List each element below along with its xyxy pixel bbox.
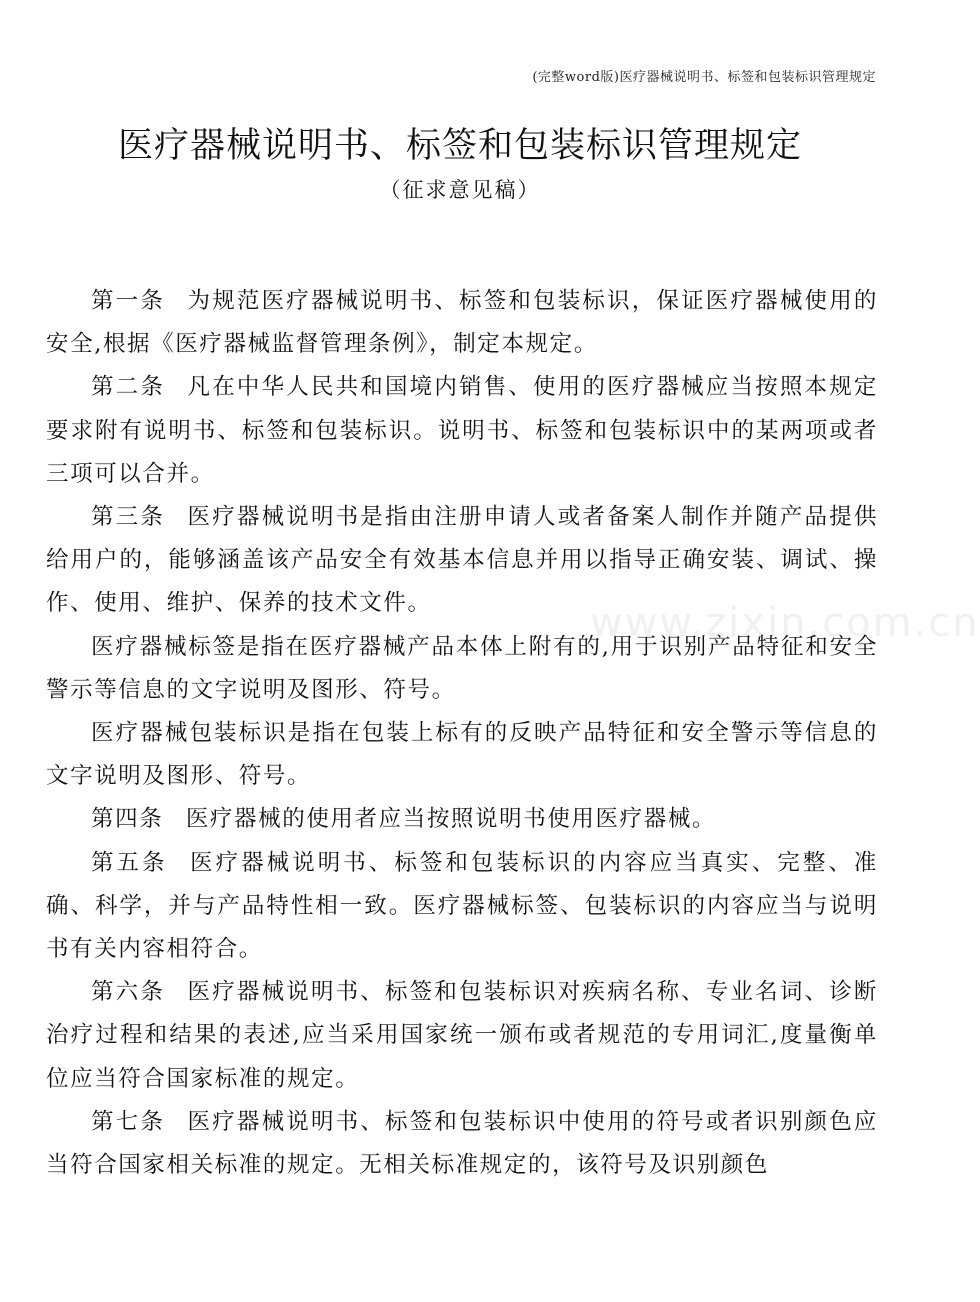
article-label: 第五条 — [91, 849, 168, 876]
article-text: 为规范医疗器械说明书、标签和包装标识，保证医疗器械使用的安全,根据《医疗器械监督管理条例》，制定本规定。 — [46, 288, 878, 358]
running-header: (完整word版)医疗器械说明书、标签和包装标识管理规定 — [532, 70, 876, 85]
article-3 — [46, 496, 878, 626]
article-label: 第一条 — [91, 288, 166, 314]
article-label: 第七条 — [91, 1108, 166, 1135]
article-6 — [46, 971, 878, 1101]
article-text: 医疗器械的使用者应当按照说明书使用医疗器械。 — [185, 806, 717, 833]
document-body — [46, 280, 878, 1187]
document-title: 医疗器械说明书、标签和包装标识管理规定 — [117, 126, 802, 166]
article-label: 第二条 — [91, 374, 166, 401]
article-1 — [46, 280, 878, 366]
document-subtitle: （征求意见稿） — [379, 178, 541, 202]
article-3-label-definition — [46, 626, 878, 712]
article-text: 医疗器械说明书、标签和包装标识对疾病名称、专业名词、诊断治疗过程和结果的表述,应当采用国家统一颁布或者规范的专用词汇,度量衡单位应当符合国家标准的规定。 — [46, 979, 878, 1092]
article-text: 医疗器械说明书、标签和包装标识中使用的符号或者识别颜色应当符合国家相关标准的规定。无相关标准规定的，该符号及识别颜色 — [46, 1108, 878, 1179]
article-text: 凡在中华人民共和国境内销售、使用的医疗器械应当按照本规定要求附有说明书、标签和包装标识。说明书、标签和包装标识中的某两项或者三项可以合并。 — [46, 374, 878, 487]
article-5 — [46, 842, 878, 972]
article-2 — [46, 366, 878, 496]
article-4 — [46, 798, 878, 841]
article-7 — [46, 1101, 878, 1187]
article-label: 第三条 — [91, 504, 166, 531]
article-label: 第六条 — [91, 979, 166, 1006]
article-text: 医疗器械说明书是指由注册申请人或者备案人制作并随产品提供给用户的，能够涵盖该产品安全有效基本信息并用以指导正确安装、调试、操作、使用、维护、保养的技术文件。 — [46, 504, 878, 617]
paragraph-text: 医疗器械标签是指在医疗器械产品本体上附有的,用于识别产品特征和安全警示等信息的文字说明及图形、符号。 — [46, 633, 878, 703]
article-text: 医疗器械说明书、标签和包装标识的内容应当真实、完整、准确、科学，并与产品特性相一致。医疗器械标签、包装标识的内容应当与说明书有关内容相符合。 — [46, 849, 878, 963]
paragraph-text: 医疗器械包装标识是指在包装上标有的反映产品特征和安全警示等信息的文字说明及图形、符号。 — [46, 720, 878, 790]
article-label: 第四条 — [91, 806, 164, 833]
article-3-package-definition — [46, 712, 878, 798]
watermark: www.zixin.com.cn — [590, 600, 980, 646]
